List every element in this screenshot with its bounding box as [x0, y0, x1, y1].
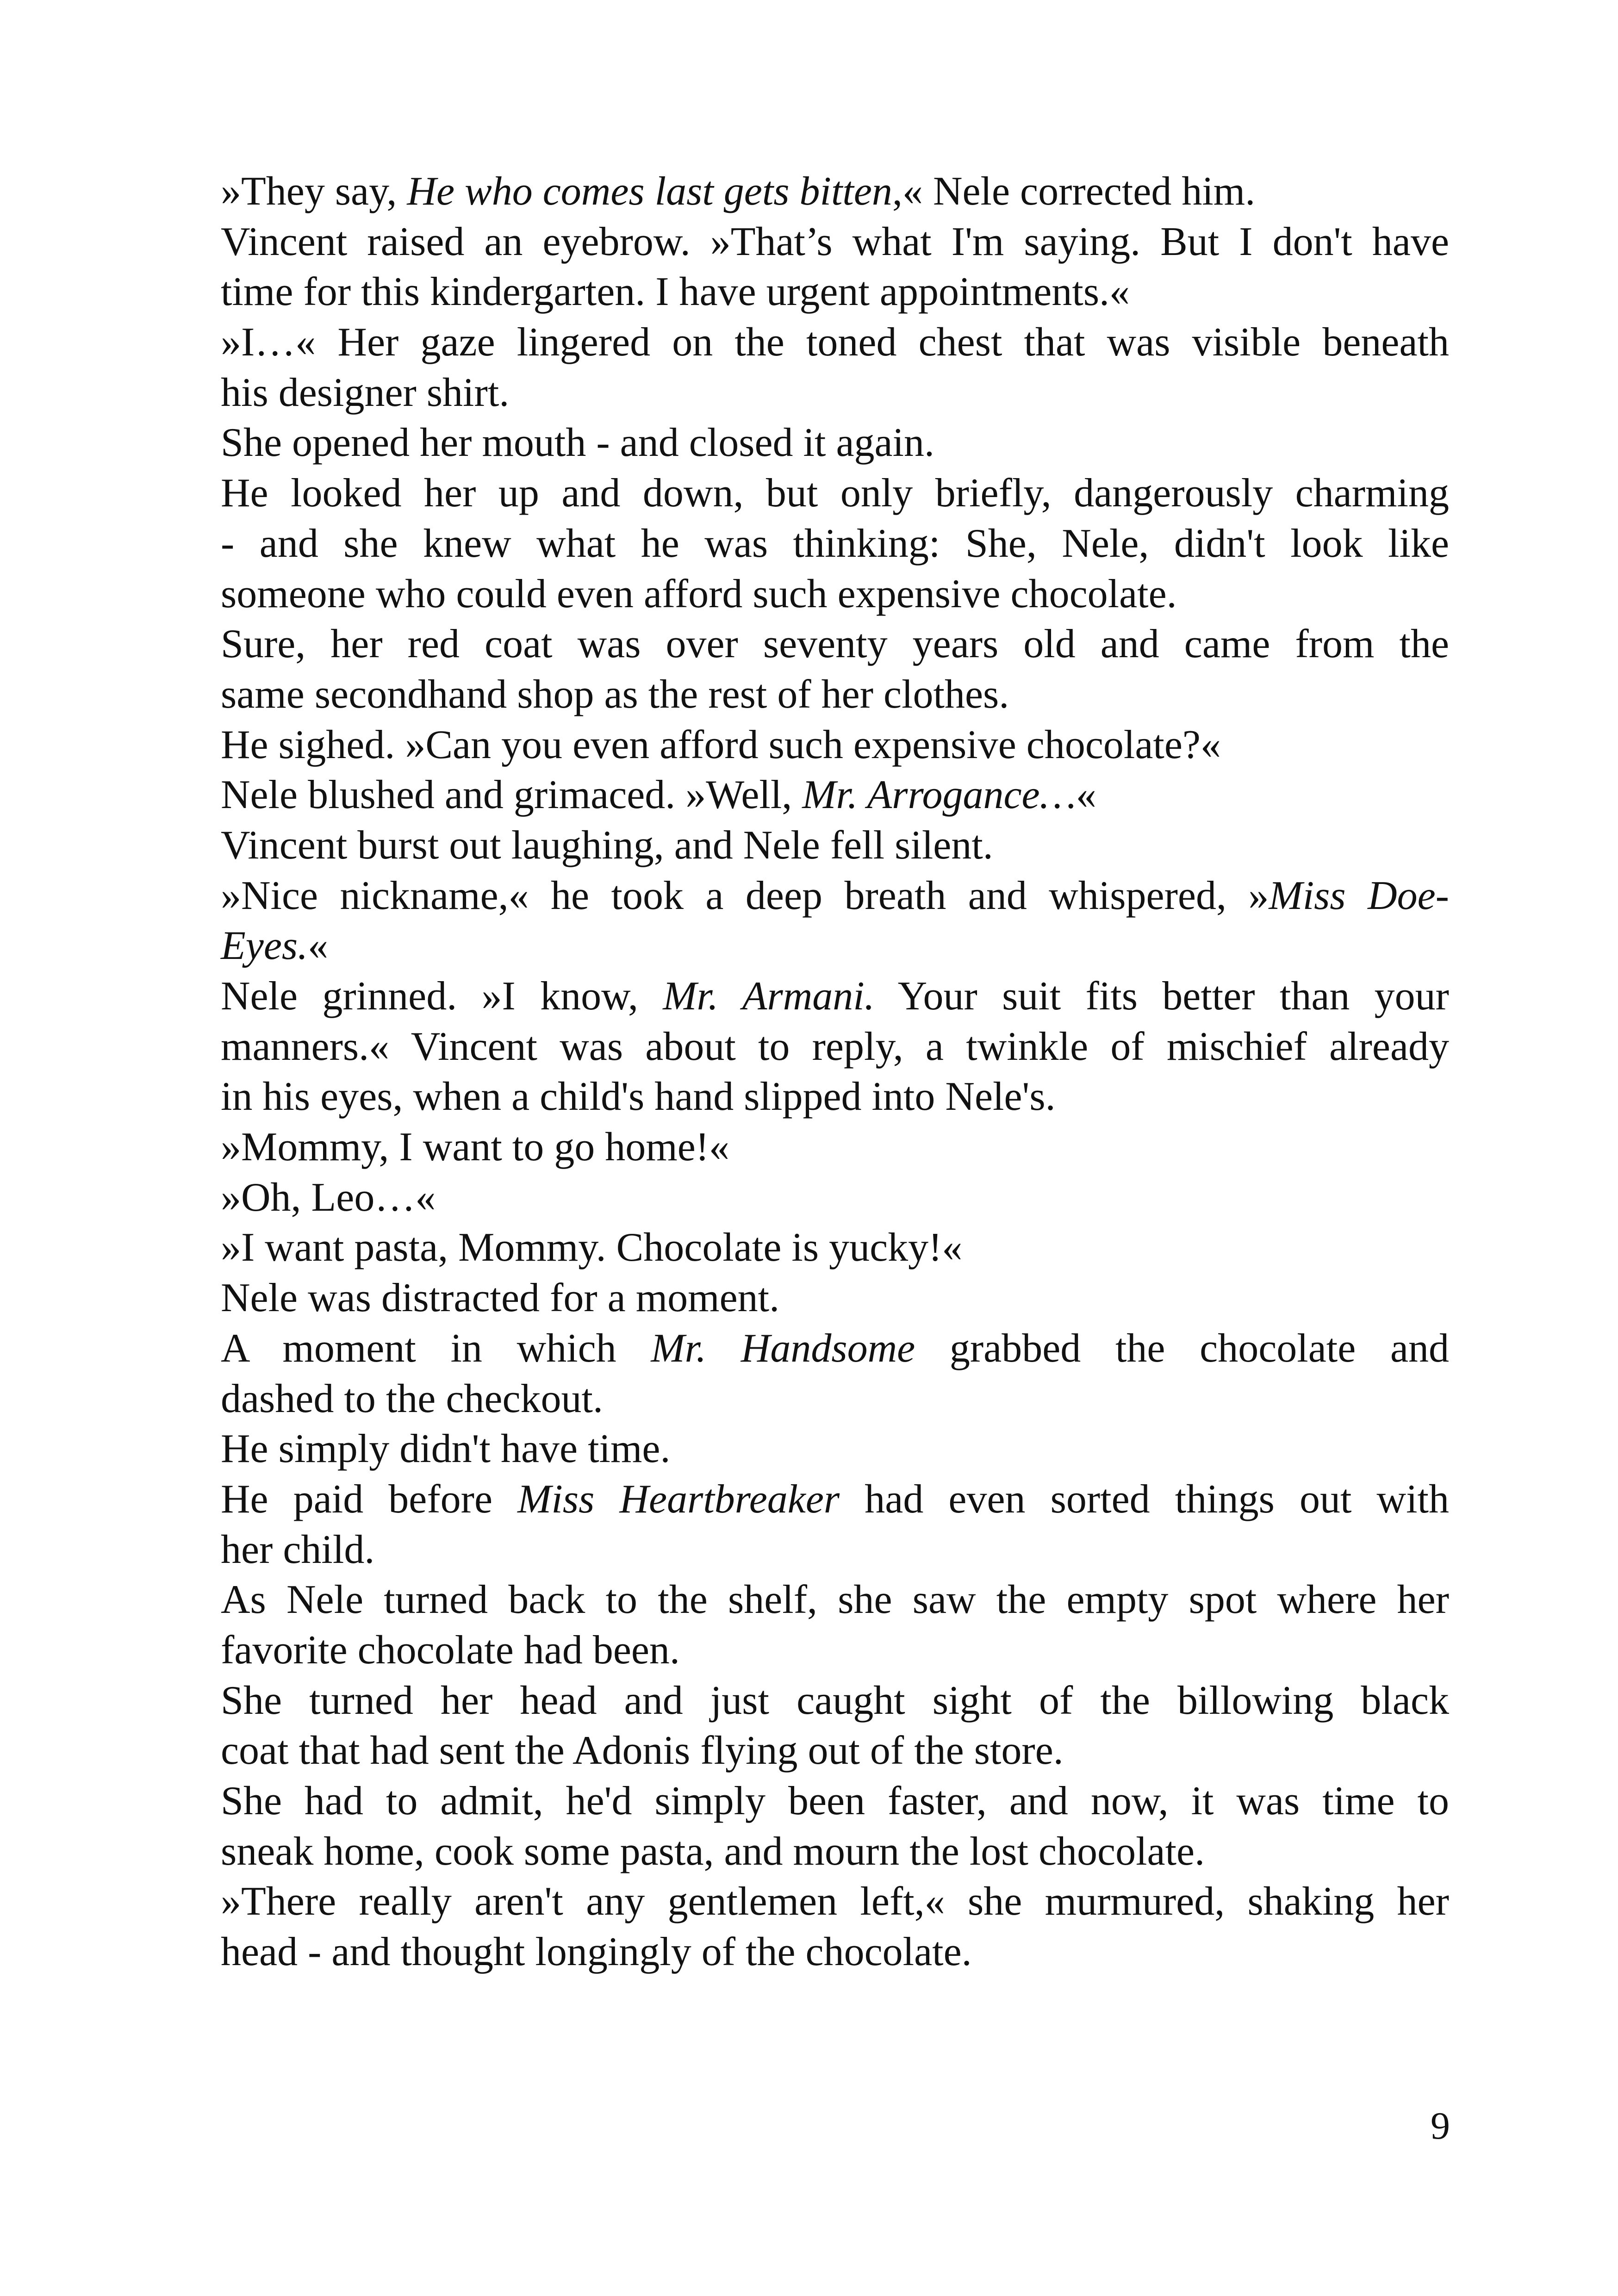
- text-line: [221, 619, 1449, 670]
- text-segment: had even sorted things out with: [840, 1476, 1450, 1522]
- text-line: [221, 1827, 1449, 1877]
- text-segment: in his eyes, when a child's hand slipped into Nele's.: [221, 1074, 1056, 1120]
- text-line: [221, 267, 1449, 317]
- text-line: [221, 1726, 1449, 1776]
- text-segment: grabbed the chocolate and: [915, 1325, 1450, 1371]
- text-line: [221, 1324, 1449, 1374]
- text-line: [221, 1374, 1449, 1425]
- text-segment: time for this kindergarten. I have urgent appointments.«: [221, 269, 1130, 315]
- text-line: [221, 1575, 1449, 1625]
- text-segment: head - and thought longingly of the chocolate.: [221, 1929, 972, 1975]
- text-segment: She turned her head and just caught sight of the billowing black: [221, 1678, 1449, 1723]
- text-line: [221, 1625, 1449, 1676]
- text-segment: »Oh, Leo…«: [221, 1175, 436, 1220]
- text-segment: »I want pasta, Mommy. Chocolate is yucky!«: [221, 1225, 963, 1270]
- text-segment: Nele grinned. »I know,: [221, 974, 663, 1019]
- text-segment: dashed to the checkout.: [221, 1376, 603, 1421]
- text-line: [221, 1525, 1449, 1575]
- text-segment: Vincent burst out laughing, and Nele fell silent.: [221, 822, 993, 868]
- text-segment: He sighed. »Can you even afford such expensive chocolate?«: [221, 722, 1221, 767]
- italic-text-segment: Mr. Handsome: [651, 1325, 915, 1371]
- text-line: [221, 569, 1449, 620]
- text-line: [221, 1273, 1449, 1324]
- text-segment: As Nele turned back to the shelf, she saw the empty spot where her: [221, 1577, 1449, 1623]
- text-line: [221, 468, 1449, 519]
- text-line: [221, 670, 1449, 720]
- text-segment: ,« Nele corrected him.: [892, 169, 1256, 214]
- text-line: [221, 167, 1449, 217]
- text-segment: »I…« Her gaze lingered on the toned chest that was visible beneath: [221, 320, 1449, 365]
- text-segment: »They say,: [221, 169, 407, 214]
- text-line: [221, 971, 1449, 1022]
- text-line: [221, 418, 1449, 468]
- text-segment: coat that had sent the Adonis flying out of the store.: [221, 1728, 1064, 1773]
- text-segment: He simply didn't have time.: [221, 1426, 671, 1472]
- text-line: [221, 317, 1449, 368]
- text-segment: her child.: [221, 1527, 375, 1572]
- text-segment: »There really aren't any gentlemen left,« she murmured, shaking her: [221, 1879, 1449, 1924]
- text-segment: someone who could even afford such expensive chocolate.: [221, 571, 1177, 616]
- text-segment: »Mommy, I want to go home!«: [221, 1125, 730, 1170]
- text-segment: Nele blushed and grimaced. »Well,: [221, 772, 803, 818]
- text-segment: He looked her up and down, but only briefly, dangerously charming: [221, 471, 1449, 516]
- text-segment: same secondhand shop as the rest of her clothes.: [221, 672, 1009, 717]
- text-segment: »Nice nickname,« he took a deep breath and whispered, »: [221, 873, 1269, 918]
- text-line: [221, 1223, 1449, 1273]
- italic-text-segment: Miss Doe-: [1269, 873, 1449, 918]
- text-line: [221, 1072, 1449, 1122]
- text-segment: He paid before: [221, 1476, 518, 1522]
- text-segment: his designer shirt.: [221, 370, 510, 415]
- text-line: [221, 1173, 1449, 1223]
- text-line: [221, 368, 1449, 418]
- italic-text-segment: Mr. Armani.: [663, 974, 875, 1019]
- text-line: [221, 1122, 1449, 1173]
- text-segment: Vincent raised an eyebrow. »That’s what I'm saying. But I don't have: [221, 219, 1449, 264]
- text-line: [221, 1776, 1449, 1827]
- text-segment: - and she knew what he was thinking: She, Nele, didn't look like: [221, 521, 1449, 566]
- text-line: [221, 1022, 1449, 1072]
- text-segment: She opened her mouth - and closed it again.: [221, 420, 935, 466]
- text-line: [221, 519, 1449, 569]
- body-text: [221, 167, 1449, 1978]
- text-segment: Your suit fits better than your: [874, 974, 1449, 1019]
- text-segment: «: [308, 923, 329, 969]
- text-line: [221, 921, 1449, 971]
- text-segment: She had to admit, he'd simply been faster, and now, it was time to: [221, 1779, 1449, 1823]
- text-line: [221, 217, 1449, 268]
- text-line: [221, 770, 1449, 821]
- italic-text-segment: He who comes last gets bitten: [407, 169, 892, 214]
- text-line: [221, 1877, 1449, 1927]
- text-line: [221, 1927, 1449, 1978]
- text-line: [221, 720, 1449, 771]
- italic-text-segment: Mr. Arrogance…: [802, 772, 1076, 818]
- text-segment: Nele was distracted for a moment.: [221, 1276, 780, 1321]
- page-number: 9: [1431, 2104, 1450, 2147]
- text-line: [221, 1676, 1449, 1726]
- italic-text-segment: Miss Heartbreaker: [517, 1476, 840, 1522]
- text-segment: A moment in which: [221, 1325, 651, 1371]
- text-segment: sneak home, cook some pasta, and mourn the lost chocolate.: [221, 1829, 1205, 1874]
- text-segment: favorite chocolate had been.: [221, 1627, 680, 1673]
- italic-text-segment: Eyes.: [221, 923, 308, 969]
- text-line: [221, 871, 1449, 921]
- text-line: [221, 1424, 1449, 1475]
- text-line: [221, 821, 1449, 871]
- text-segment: manners.« Vincent was about to reply, a twinkle of mischief already: [221, 1024, 1449, 1069]
- text-segment: Sure, her red coat was over seventy years old and came from the: [221, 622, 1449, 667]
- text-segment: «: [1076, 772, 1096, 818]
- text-line: [221, 1475, 1449, 1525]
